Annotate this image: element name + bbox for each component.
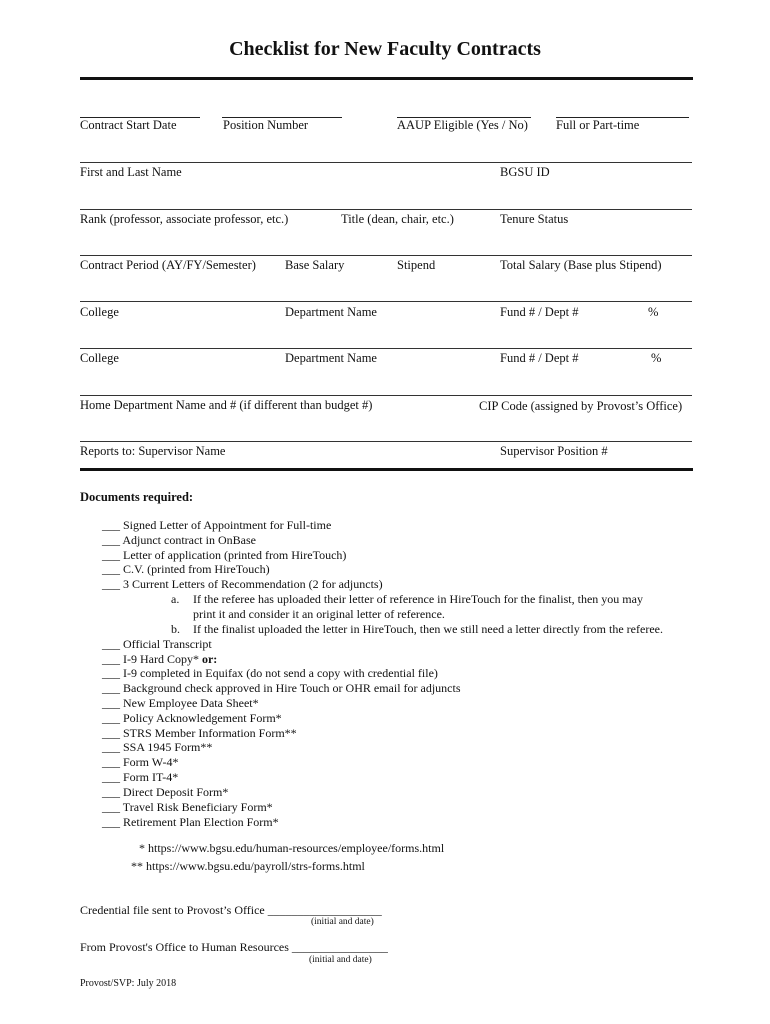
sub-item-text: If the referee has uploaded their letter of reference in HireTouch for the finalist, then you may [193, 592, 643, 606]
sub-item-text: If the finalist uploaded the letter in HireTouch, then we still need a letter directly from the referee. [193, 622, 663, 636]
aaup-eligible-field[interactable] [397, 108, 531, 118]
checklist-item[interactable]: ___ Form IT-4* [102, 770, 179, 784]
documents-heading: Documents required: [80, 490, 194, 504]
checklist-item[interactable]: ___ Adjunct contract in OnBase [102, 533, 256, 547]
checklist-item[interactable]: ___ SSA 1945 Form** [102, 740, 213, 754]
tenure-status-label: Tenure Status [500, 212, 569, 226]
checklist-item[interactable]: ___ I-9 completed in Equifax (do not send a copy with credential file) [102, 666, 438, 680]
contract-period-label: Contract Period (AY/FY/Semester) [80, 258, 256, 272]
full-or-part-time-field[interactable] [556, 108, 689, 118]
checklist-item[interactable]: ___ Form W-4* [102, 755, 179, 769]
college-2-field-line[interactable] [80, 348, 692, 349]
credential-file-line[interactable]: Credential file sent to Provost’s Office ___________________ [80, 903, 382, 917]
percent-2-label: % [651, 351, 662, 365]
title-divider [80, 77, 693, 80]
supervisor-position-label: Supervisor Position # [500, 444, 608, 458]
name-field-line[interactable] [80, 162, 692, 163]
contract-start-date-field[interactable] [80, 108, 200, 118]
first-last-name-label: First and Last Name [80, 165, 182, 179]
checklist-item[interactable]: ___ Policy Acknowledgement Form* [102, 711, 282, 725]
checklist-item[interactable]: ___ Signed Letter of Appointment for Full-time [102, 518, 332, 532]
college-2-label: College [80, 351, 119, 365]
hr-initial-note: (initial and date) [309, 955, 372, 965]
bgsu-id-label: BGSU ID [500, 165, 550, 179]
checklist-item-i9[interactable] [102, 652, 217, 667]
checklist-item[interactable]: ___ STRS Member Information Form** [102, 726, 297, 740]
checklist-item[interactable]: ___ Official Transcript [102, 637, 212, 651]
fund-dept-1-label: Fund # / Dept # [500, 305, 579, 319]
reports-to-label: Reports to: Supervisor Name [80, 444, 226, 458]
i9-or-text: or: [201, 652, 218, 666]
page-title: Checklist for New Faculty Contracts [229, 38, 541, 60]
position-number-field[interactable] [222, 108, 342, 118]
sub-item-text: print it and consider it an original letter of reference. [193, 607, 445, 621]
cip-code-label: CIP Code (assigned by Provost’s Office) [479, 399, 683, 413]
checklist-item[interactable]: ___ Travel Risk Beneficiary Form* [102, 800, 273, 814]
department-1-label: Department Name [285, 305, 377, 319]
position-number-label: Position Number [223, 118, 309, 132]
sub-item-marker: a. [171, 592, 180, 606]
reports-to-field-line[interactable] [80, 441, 692, 442]
college-1-label: College [80, 305, 119, 319]
title-label: Title (dean, chair, etc.) [341, 212, 454, 226]
base-salary-label: Base Salary [285, 258, 345, 272]
fund-dept-2-label: Fund # / Dept # [500, 351, 579, 365]
home-department-field-line[interactable] [80, 395, 692, 396]
checklist-item[interactable]: ___ Letter of application (printed from HireTouch) [102, 548, 347, 562]
credential-initial-note: (initial and date) [311, 917, 374, 927]
college-1-field-line[interactable] [80, 301, 692, 302]
total-salary-label: Total Salary (Base plus Stipend) [500, 258, 662, 272]
checklist-item[interactable]: ___ New Employee Data Sheet* [102, 696, 259, 710]
checklist-item[interactable]: ___ 3 Current Letters of Recommendation (2 for adjuncts) [102, 577, 383, 591]
home-department-label: Home Department Name and # (if different than budget #) [80, 398, 373, 412]
sub-item-marker: b. [171, 622, 180, 636]
checklist-item[interactable]: ___ Direct Deposit Form* [102, 785, 229, 799]
contract-start-date-label: Contract Start Date [80, 118, 177, 132]
aaup-eligible-label: AAUP Eligible (Yes / No) [397, 118, 528, 132]
hr-transfer-line[interactable]: From Provost's Office to Human Resources ________________ [80, 940, 388, 954]
section-divider [80, 468, 693, 471]
rank-field-line[interactable] [80, 209, 692, 210]
footer-revision: Provost/SVP: July 2018 [80, 978, 177, 989]
full-or-part-time-label: Full or Part-time [556, 118, 640, 132]
stipend-label: Stipend [397, 258, 436, 272]
checklist-item[interactable]: ___ Retirement Plan Election Form* [102, 815, 279, 829]
department-2-label: Department Name [285, 351, 377, 365]
checklist-item[interactable]: ___ C.V. (printed from HireTouch) [102, 562, 270, 576]
checklist-item[interactable]: ___ Background check approved in Hire Touch or OHR email for adjuncts [102, 681, 461, 695]
rank-label: Rank (professor, associate professor, etc.) [80, 212, 289, 226]
contract-period-field-line[interactable] [80, 255, 692, 256]
i9-hard-copy-text: ___ I-9 Hard Copy* [102, 652, 202, 666]
hr-forms-link[interactable]: * https://www.bgsu.edu/human-resources/employee/forms.html [139, 841, 445, 855]
percent-1-label: % [648, 305, 659, 319]
payroll-forms-link[interactable]: ** https://www.bgsu.edu/payroll/strs-forms.html [131, 859, 365, 873]
